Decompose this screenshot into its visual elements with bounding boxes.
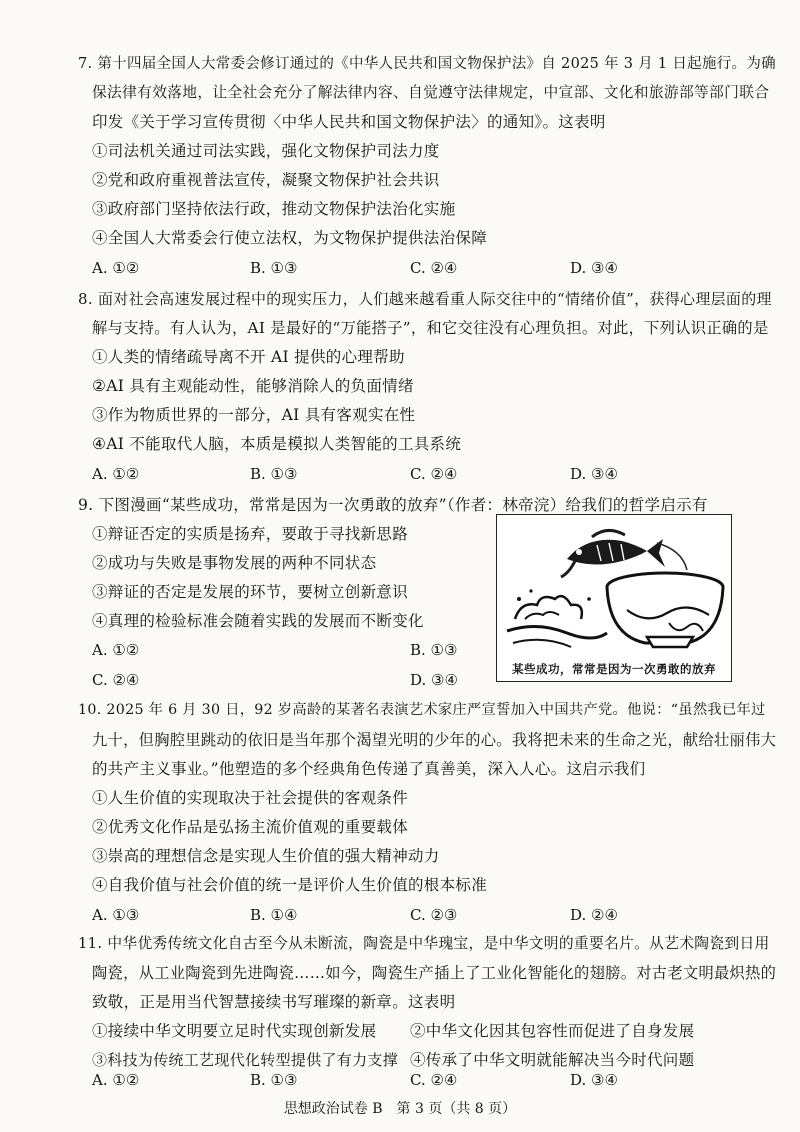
question-11-statement: ④传承了中华文明就能解决当今时代问题 — [410, 1051, 695, 1069]
question-11-statement: ③科技为传统工艺现代化转型提供了有力支撑 — [92, 1051, 399, 1069]
page-footer: 思想政治试卷 B 第 3 页（共 8 页） — [283, 1101, 517, 1117]
question-10-stem-line: 九十，但胸腔里跳动的依旧是当年那个渴望光明的少年的心。我将把未来的生命之光，献给壮丽伟大 — [92, 731, 777, 749]
question-10-option-c: C. ②③ — [410, 906, 458, 924]
question-8-statement: ③作为物质世界的一部分，AI 具有客观实在性 — [92, 406, 416, 424]
question-7-statement: ②党和政府重视普法宣传，凝聚文物保护社会共识 — [92, 171, 440, 189]
question-11-statement: ①接续中华文明要立足时代实现创新发展 — [92, 1022, 377, 1040]
question-10-stem-line: 的共产主义事业。”他塑造的多个经典角色传递了真善美，深入人心。这启示我们 — [92, 760, 646, 778]
question-11-stem-line: 致敬，正是用当代智慧接续书写璀璨的新章。这表明 — [92, 993, 456, 1011]
question-8-option-d: D. ③④ — [570, 465, 618, 483]
question-9-statement: ④真理的检验标准会随着实践的发展而不断变化 — [92, 612, 424, 630]
cartoon-caption: 某些成功，常常是因为一次勇敢的放弃 — [512, 662, 716, 676]
question-7-stem-line: 保法律有效落地，让全社会充分了解法律内容、自觉遵守法律规定，中宣部、文化和旅游部等部门联合 — [92, 84, 770, 101]
question-11-stem-line: 陶瓷，从工业陶瓷到先进陶瓷……如今，陶瓷生产插上了工业化智能化的翅膀。对古老文明最炽热的 — [92, 964, 777, 982]
question-8-statement: ②AI 具有主观能动性，能够消除人的负面情绪 — [92, 377, 414, 395]
question-10-statement: ④自我价值与社会价值的统一是评价人生价值的根本标准 — [92, 876, 488, 894]
question-8-option-a: A. ①② — [92, 465, 140, 483]
question-7-statement: ①司法机关通过司法实践，强化文物保护司法力度 — [92, 142, 440, 160]
question-7-stem-line: 印发《关于学习宣传贯彻〈中华人民共和国文物保护法〉的通知》。这表明 — [92, 113, 606, 131]
question-8-option-c: C. ②④ — [410, 465, 458, 483]
question-11-option-a: A. ①② — [92, 1071, 140, 1089]
question-11-option-c: C. ②④ — [410, 1071, 458, 1089]
cartoon-drawing — [497, 515, 731, 655]
question-10-option-b: B. ①④ — [250, 906, 298, 924]
question-10-statement: ①人生价值的实现取决于社会提供的客观条件 — [92, 789, 409, 807]
question-8-option-b: B. ①③ — [250, 465, 298, 483]
question-7-option-b: B. ①③ — [250, 259, 298, 277]
question-8-statement: ①人类的情绪疏导离不开 AI 提供的心理帮助 — [92, 348, 405, 366]
question-7-statement: ④全国人大常委会行使立法权，为文物保护提供法治保障 — [92, 229, 488, 247]
question-10-option-d: D. ②④ — [570, 906, 618, 924]
question-10-statement: ②优秀文化作品是弘扬主流价值观的重要载体 — [92, 818, 409, 836]
question-8-statement: ④AI 不能取代人脑，本质是模拟人类智能的工具系统 — [92, 435, 462, 453]
question-10-stem-line: 10. 2025 年 6 月 30 日，92 岁高龄的某著名表演艺术家庄严宣誓加入中国共产党。他说：“虽然我已年过 — [78, 702, 766, 718]
question-7-statement: ③政府部门坚持依法行政，推动文物保护法治化实施 — [92, 200, 456, 218]
question-10-statement: ③崇高的理想信念是实现人生价值的强大精神动力 — [92, 847, 440, 865]
cartoon-illustration — [496, 514, 732, 682]
question-8-stem-line: 8. 面对社会高速发展过程中的现实压力，人们越来越看重人际交往中的“情绪价值”，获得心理层面的理 — [78, 290, 772, 308]
question-9-stem-line: 9. 下图漫画“某些成功，常常是因为一次勇敢的放弃”（作者：林帝浣）给我们的哲学启示有 — [78, 496, 708, 514]
question-8-stem-line: 解与支持。有人认为，AI 是最好的“万能搭子”，和它交往没有心理负担。对此，下列认识正确的是 — [92, 319, 769, 337]
question-9-statement: ②成功与失败是事物发展的两种不同状态 — [92, 554, 377, 572]
question-7-option-d: D. ③④ — [570, 259, 618, 277]
question-11-option-d: D. ③④ — [570, 1071, 618, 1089]
bowl-icon — [607, 573, 723, 647]
question-7-option-c: C. ②④ — [410, 259, 458, 277]
question-9-statement: ③辩证的否定是发展的环节，要树立创新意识 — [92, 583, 409, 601]
question-9-option-b: B. ①③ — [410, 641, 458, 659]
fish-icon — [561, 530, 665, 577]
question-11-stem-line: 11. 中华优秀传统文化自古至今从未断流，陶瓷是中华瑰宝，是中华文明的重要名片。从艺术陶瓷到日用 — [78, 935, 770, 952]
question-11-statement: ②中华文化因其包容性而促进了自身发展 — [410, 1022, 695, 1040]
question-9-option-d: D. ③④ — [410, 671, 458, 689]
wave-icon — [507, 589, 607, 647]
question-9-statement: ①辩证否定的实质是扬弃，要敢于寻找新思路 — [92, 525, 409, 543]
question-10-option-a: A. ①③ — [92, 906, 140, 924]
question-9-option-c: C. ②④ — [92, 671, 140, 689]
question-11-option-b: B. ①③ — [250, 1071, 298, 1089]
question-7-option-a: A. ①② — [92, 259, 140, 277]
question-9-option-a: A. ①② — [92, 641, 140, 659]
question-7-stem-line: 7. 第十四届全国人大常委会修订通过的《中华人民共和国文物保护法》自 2025 年 3 月 1 日起施行。为确 — [78, 56, 776, 72]
